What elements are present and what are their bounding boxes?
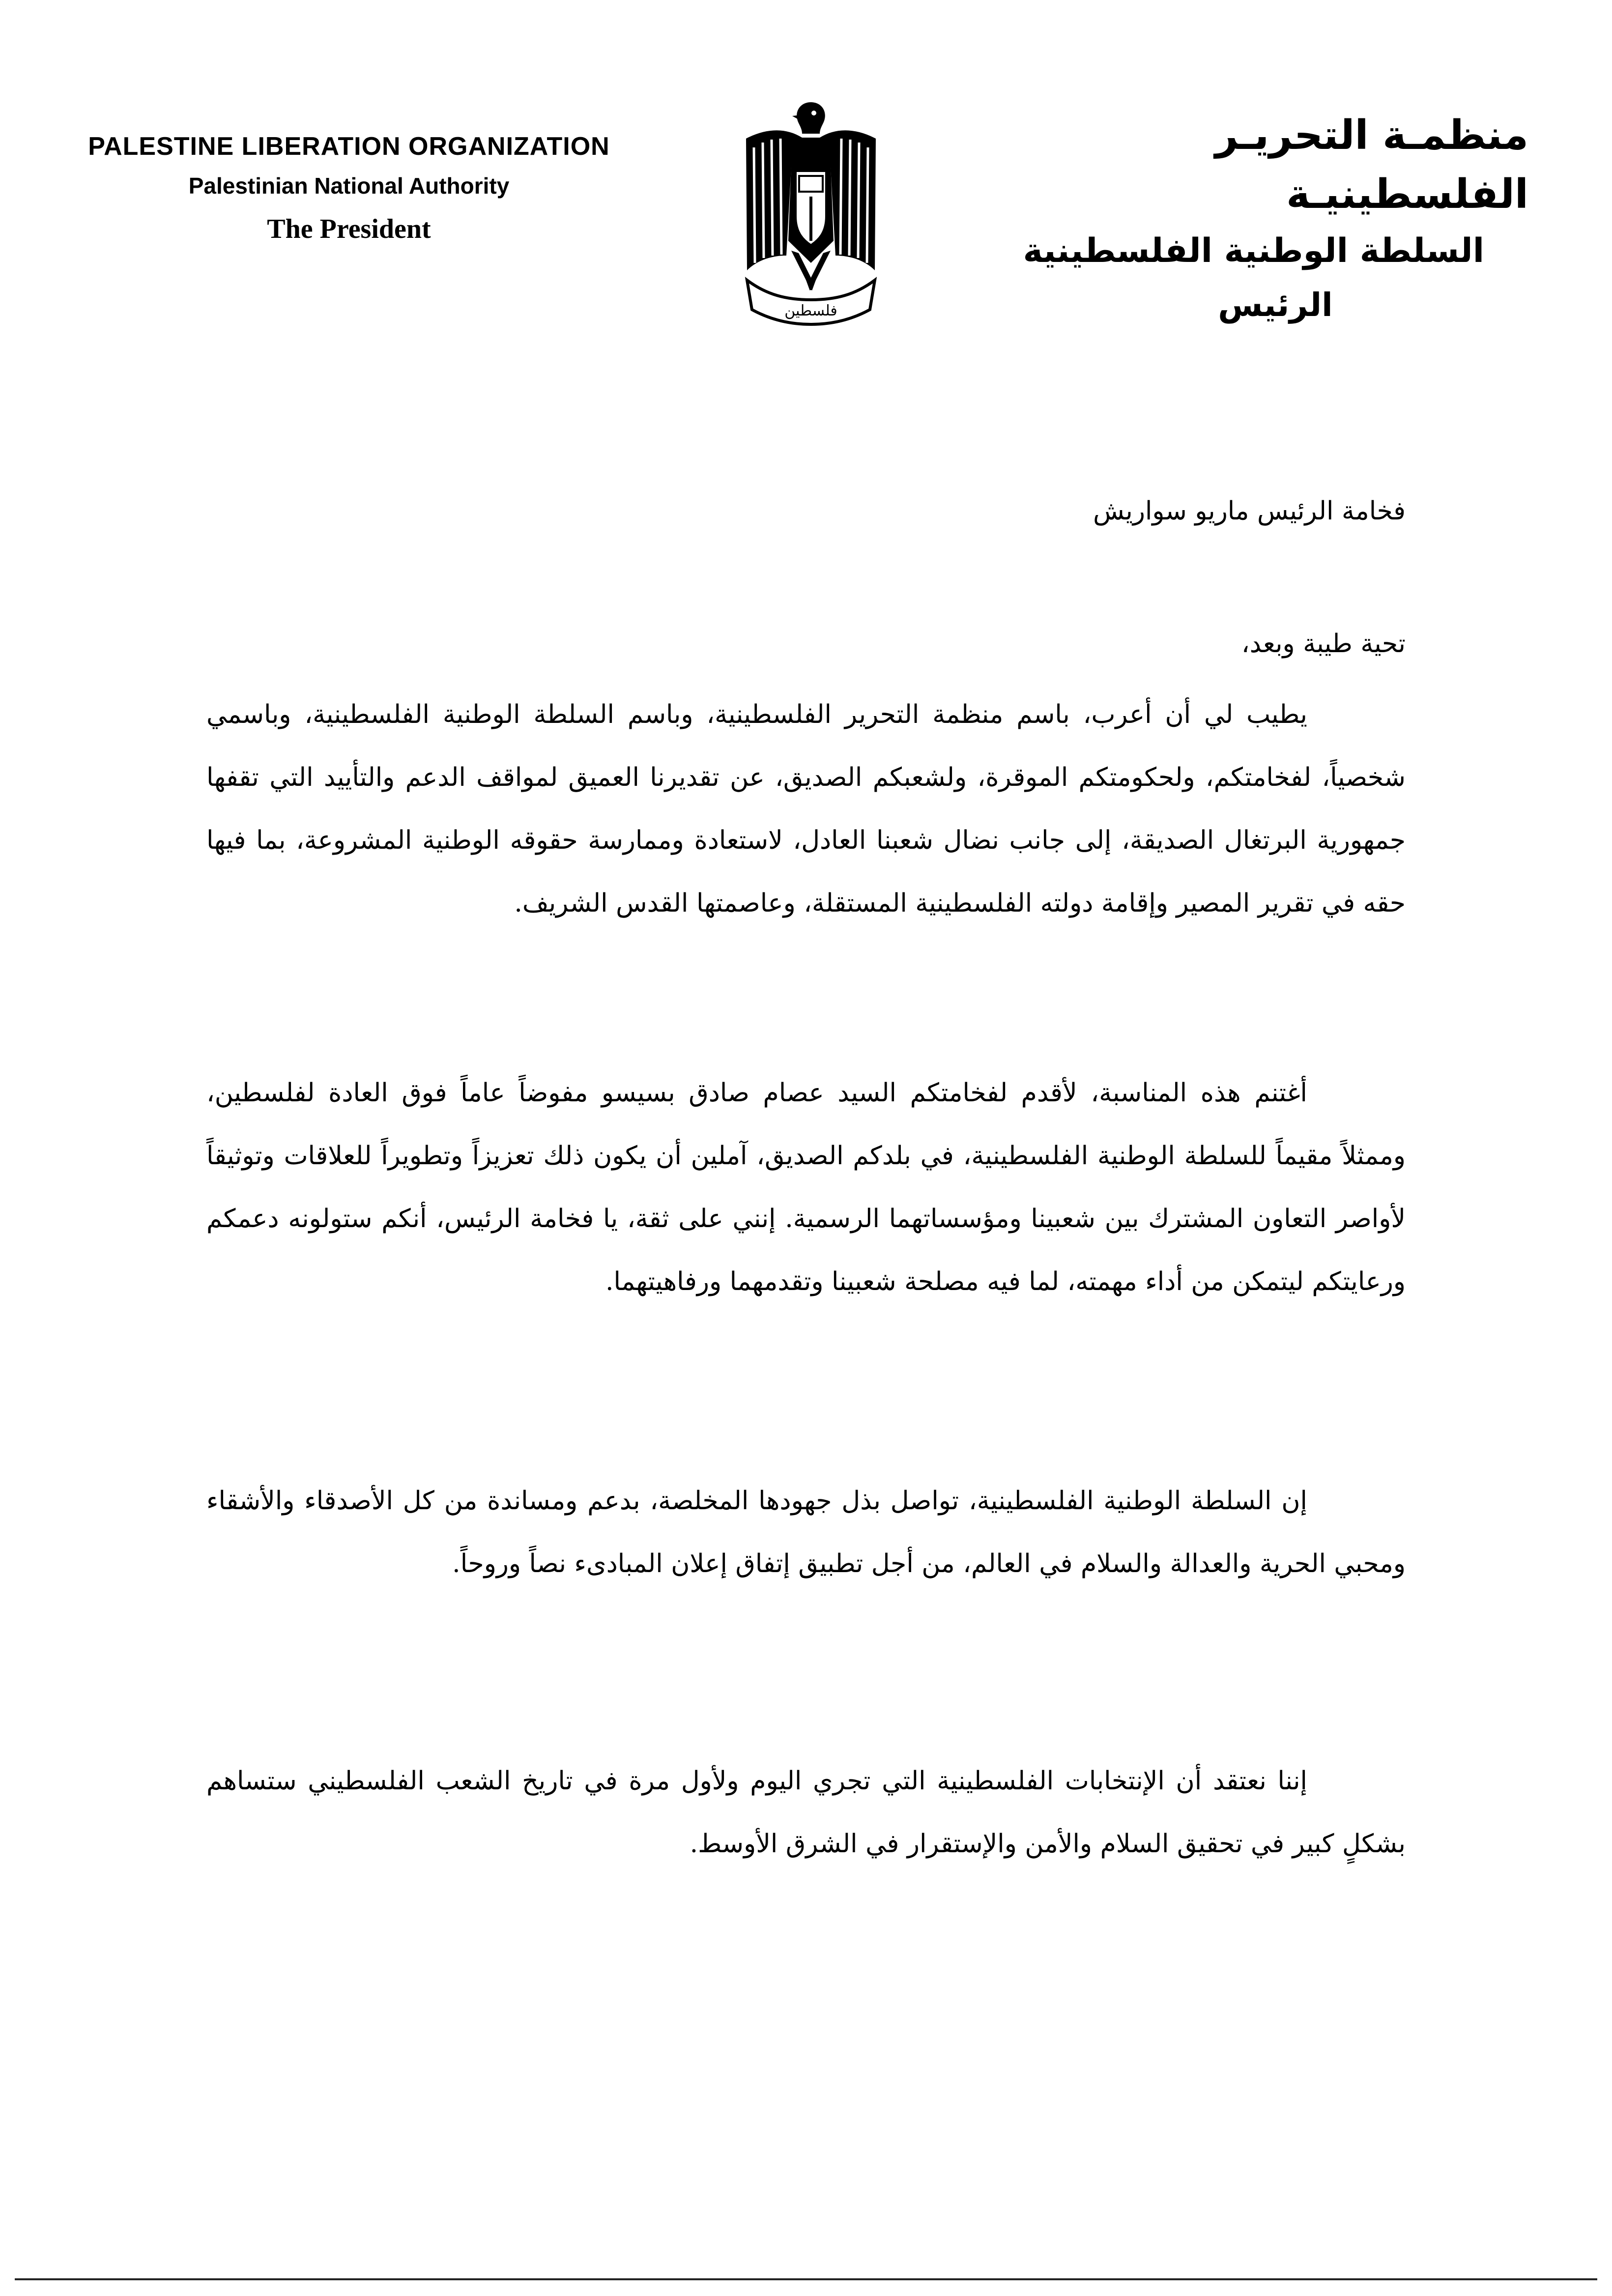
letter-paragraph-4: إننا نعتقد أن الإنتخابات الفلسطينية التي تجري اليوم ولأول مرة في تاريخ الشعب الفلسطيني ستساهم بشكلٍ كبير في تحقيق السلام والأمن والإستقرار في الشرق الأوسط. — [206, 1766, 1406, 1859]
letterhead-authority-ar: السلطة الوطنية الفلسطينية — [1023, 231, 1484, 270]
eagle-emblem-icon — [737, 93, 885, 334]
letter-greeting: تحية طيبة وبعد، — [1241, 629, 1406, 659]
letterhead-authority-en: Palestinian National Authority — [188, 173, 510, 199]
letter-paragraph-3: إن السلطة الوطنية الفلسطينية، تواصل بذل جهودها المخلصة، بدعم ومساندة من كل الأصدقاء والأشقاء ومحبي الحرية والعدالة والسلام في العالم، من أجل تطبيق إتفاق إعلان المبادىء نصاً وروحاً. — [206, 1486, 1406, 1578]
letterhead-arabic — [963, 106, 1528, 332]
letterhead-org-ar: منظمـة التحريـر الفلسطينيـة — [1215, 112, 1528, 218]
letterhead-english — [54, 127, 644, 253]
letter-paragraph-2: أغتنم هذه المناسبة، لأقدم لفخامتكم السيد عصام صادق بسيسو مفوضاً عاماً فوق العادة لفلسطين، وممثلاً مقيماً للسلطة الوطنية الفلسطينية، في بلدكم الصديق، آملين أن يكون ذلك تعزيزاً وتطويراً للعلاقات وتوثيقاً لأواصر التعاون المشترك بين شعبينا ومؤسساتهما الرسمية. إنني على ثقة، يا فخامة الرئيس، أنكم ستولونه دعمكم ورعايتكم ليتمكن من أداء مهمته، لما فيه مصلحة شعبينا وتقدمهما ورفاهيتهما. — [206, 1078, 1406, 1296]
letterhead-org-en: PALESTINE LIBERATION ORGANIZATION — [88, 132, 610, 161]
page-bottom-rule — [15, 2278, 1597, 2280]
emblem-ribbon-text: فلسطين — [784, 302, 837, 319]
letterhead-title-en: The President — [267, 214, 431, 244]
letter-addressee: فخامة الرئيس ماريو سواريش — [1093, 496, 1406, 526]
letterhead-title-ar: الرئيس — [1218, 286, 1333, 324]
letter-paragraph-1: يطيب لي أن أعرب، باسم منظمة التحرير الفلسطينية، وباسم السلطة الوطنية الفلسطينية، وباسمي شخصياً، لفخامتكم، ولحكومتكم الموقرة، ولشعبكم الصديق، عن تقديرنا العميق لمواقف الدعم والتأييد التي تقفها جمهورية البرتغال الصديقة، إلى جانب نضال شعبنا العادل، لاستعادة وممارسة حقوقه الوطنية المشروعة، بما فيها حقه في تقرير المصير وإقامة دولته الفلسطينية المستقلة، وعاصمتها القدس الشريف. — [206, 700, 1406, 918]
